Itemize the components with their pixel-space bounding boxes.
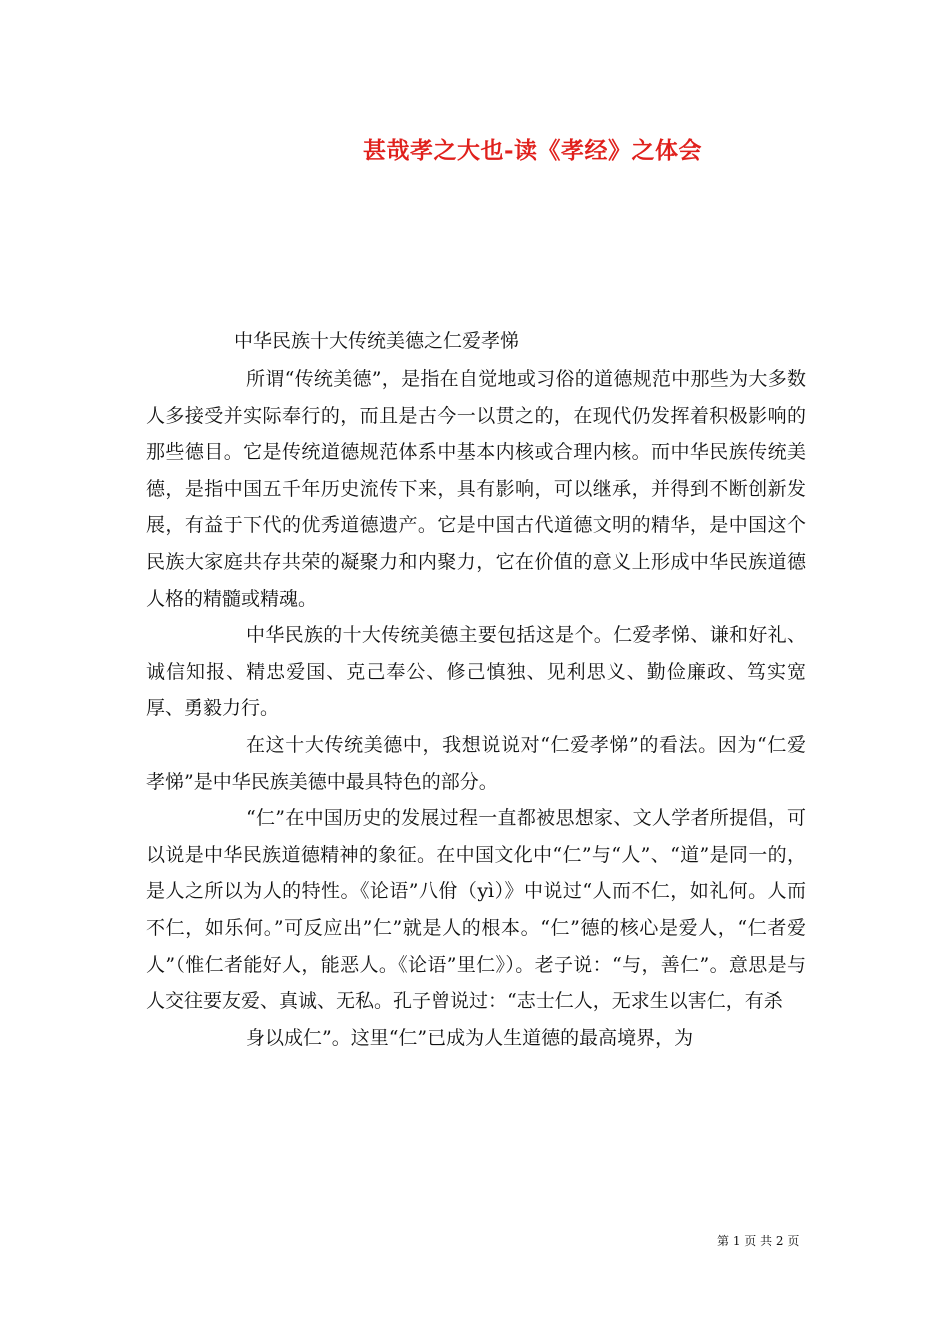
document-title: 甚哉孝之大也-读《孝经》之体会 xyxy=(363,137,703,164)
page-number-footer: 第 1 页 共 2 页 xyxy=(717,1234,800,1248)
paragraph-3: 在这十大传统美德中，我想说说对“仁爱孝悌”的看法。因为“仁爱孝悌”是中华民族美德中最具特色的部分。 xyxy=(146,733,806,793)
document-body xyxy=(146,361,806,1056)
paragraph-2: 中华民族的十大传统美德主要包括这是个。仁爱孝悌、谦和好礼、诚信知报、精忠爱国、克己奉公、修己慎独、见利思义、勤俭廉政、笃实宽厚、勇毅力行。 xyxy=(146,624,806,720)
paragraph-1: 所谓“传统美德”，是指在自觉地或习俗的道德规范中那些为大多数人多接受并实际奉行的，而且是古今一以贯之的，在现代仍发挥着积极影响的那些德目。它是传统道德规范体系中基本内核或合理内核。而中华民族传统美德，是指中国五千年历史流传下来，具有影响，可以继承，并得到不断创新发展，有益于下代的优秀道德遗产。它是中国古代道德文明的精华，是中国这个民族大家庭共存共荣的凝聚力和内聚力，它在价值的意义上形成中华民族道德人格的精髓或精魂。 xyxy=(146,368,806,610)
paragraph-5: 身以成仁”。这里“仁”已成为人生道德的最高境界，为 xyxy=(246,1026,694,1049)
paragraph-4: “仁”在中国历史的发展过程一直都被思想家、文人学者所提倡，可以说是中华民族道德精神的象征。在中国文化中“仁”与“人”、“道”是同一的，是人之所以为人的特性。《论语”八佾（yì）》中说过“人而不仁，如礼何。人而不仁，如乐何。”可反应出”仁”就是人的根本。“仁”德的核心是爱人，“仁者爱人”（惟仁者能好人，能恶人。《论语”里仁》）。老子说：“与，善仁”。意思是与人交往要友爱、真诚、无私。孔子曾说过：“志士仁人，无求生以害仁，有杀 xyxy=(146,807,806,1013)
document-subtitle: 中华民族十大传统美德之仁爱孝悌 xyxy=(234,330,520,352)
